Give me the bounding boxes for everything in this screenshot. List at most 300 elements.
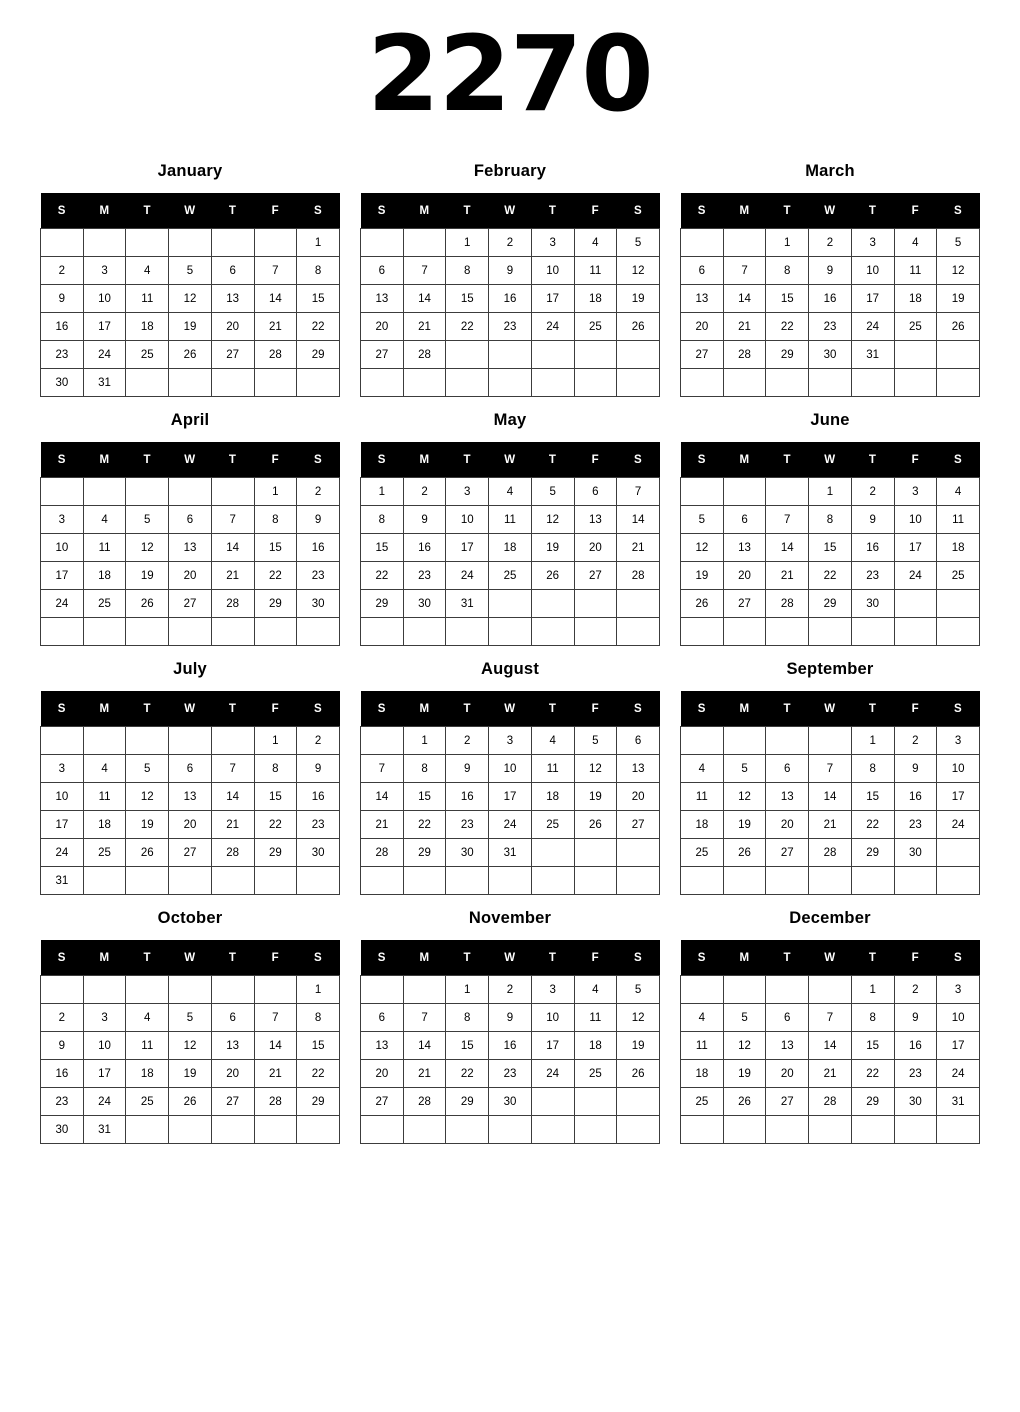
day-cell[interactable]: 31 [489, 839, 532, 867]
day-cell[interactable]: 31 [446, 590, 489, 618]
day-cell[interactable]: 7 [617, 478, 660, 506]
day-cell[interactable]: 13 [211, 1032, 254, 1060]
day-cell[interactable]: 16 [489, 285, 532, 313]
day-cell[interactable]: 26 [531, 562, 574, 590]
day-cell[interactable]: 25 [937, 562, 980, 590]
day-cell[interactable]: 24 [83, 341, 126, 369]
day-cell[interactable]: 22 [809, 562, 852, 590]
day-cell[interactable]: 24 [83, 1088, 126, 1116]
day-cell[interactable]: 29 [851, 1088, 894, 1116]
day-cell[interactable]: 27 [617, 811, 660, 839]
day-cell[interactable]: 13 [574, 506, 617, 534]
day-cell[interactable]: 22 [766, 313, 809, 341]
day-cell[interactable]: 10 [937, 1004, 980, 1032]
day-cell[interactable]: 7 [403, 1004, 446, 1032]
day-cell[interactable]: 9 [489, 1004, 532, 1032]
day-cell[interactable]: 12 [723, 1032, 766, 1060]
day-cell[interactable]: 13 [681, 285, 724, 313]
day-cell[interactable]: 8 [851, 1004, 894, 1032]
day-cell[interactable]: 9 [403, 506, 446, 534]
day-cell[interactable]: 28 [361, 839, 404, 867]
day-cell[interactable]: 2 [41, 1004, 84, 1032]
day-cell[interactable]: 25 [681, 1088, 724, 1116]
day-cell[interactable]: 5 [937, 229, 980, 257]
day-cell[interactable]: 26 [617, 1060, 660, 1088]
day-cell[interactable]: 10 [41, 783, 84, 811]
day-cell[interactable]: 28 [403, 1088, 446, 1116]
day-cell[interactable]: 1 [851, 976, 894, 1004]
day-cell[interactable]: 18 [83, 562, 126, 590]
day-cell[interactable]: 7 [809, 1004, 852, 1032]
day-cell[interactable]: 8 [254, 755, 297, 783]
day-cell[interactable]: 9 [297, 506, 340, 534]
day-cell[interactable]: 17 [41, 811, 84, 839]
day-cell[interactable]: 11 [531, 755, 574, 783]
day-cell[interactable]: 6 [169, 506, 212, 534]
day-cell[interactable]: 29 [361, 590, 404, 618]
day-cell[interactable]: 19 [169, 313, 212, 341]
day-cell[interactable]: 9 [489, 257, 532, 285]
day-cell[interactable]: 22 [446, 1060, 489, 1088]
day-cell[interactable]: 4 [937, 478, 980, 506]
day-cell[interactable]: 4 [531, 727, 574, 755]
day-cell[interactable]: 18 [126, 313, 169, 341]
day-cell[interactable]: 3 [83, 257, 126, 285]
day-cell[interactable]: 24 [937, 1060, 980, 1088]
day-cell[interactable]: 13 [361, 1032, 404, 1060]
day-cell[interactable]: 1 [297, 229, 340, 257]
day-cell[interactable]: 6 [681, 257, 724, 285]
day-cell[interactable]: 29 [297, 1088, 340, 1116]
day-cell[interactable]: 21 [723, 313, 766, 341]
day-cell[interactable]: 29 [766, 341, 809, 369]
day-cell[interactable]: 26 [723, 1088, 766, 1116]
day-cell[interactable]: 12 [617, 257, 660, 285]
day-cell[interactable]: 28 [809, 839, 852, 867]
day-cell[interactable]: 28 [211, 839, 254, 867]
day-cell[interactable]: 29 [403, 839, 446, 867]
day-cell[interactable]: 15 [297, 1032, 340, 1060]
day-cell[interactable]: 15 [361, 534, 404, 562]
day-cell[interactable]: 7 [211, 755, 254, 783]
day-cell[interactable]: 10 [894, 506, 937, 534]
day-cell[interactable]: 19 [937, 285, 980, 313]
day-cell[interactable]: 20 [169, 562, 212, 590]
day-cell[interactable]: 19 [617, 285, 660, 313]
day-cell[interactable]: 22 [297, 1060, 340, 1088]
day-cell[interactable]: 15 [851, 783, 894, 811]
day-cell[interactable]: 6 [169, 755, 212, 783]
day-cell[interactable]: 4 [126, 257, 169, 285]
day-cell[interactable]: 15 [766, 285, 809, 313]
day-cell[interactable]: 15 [446, 1032, 489, 1060]
day-cell[interactable]: 14 [809, 783, 852, 811]
day-cell[interactable]: 14 [617, 506, 660, 534]
day-cell[interactable]: 5 [126, 755, 169, 783]
day-cell[interactable]: 7 [211, 506, 254, 534]
day-cell[interactable]: 30 [851, 590, 894, 618]
day-cell[interactable]: 22 [297, 313, 340, 341]
day-cell[interactable]: 22 [851, 1060, 894, 1088]
day-cell[interactable]: 28 [617, 562, 660, 590]
day-cell[interactable]: 27 [169, 590, 212, 618]
day-cell[interactable]: 9 [41, 285, 84, 313]
day-cell[interactable]: 4 [574, 976, 617, 1004]
day-cell[interactable]: 14 [809, 1032, 852, 1060]
day-cell[interactable]: 26 [617, 313, 660, 341]
day-cell[interactable]: 13 [766, 1032, 809, 1060]
day-cell[interactable]: 7 [403, 257, 446, 285]
day-cell[interactable]: 17 [937, 783, 980, 811]
day-cell[interactable]: 28 [254, 1088, 297, 1116]
day-cell[interactable]: 27 [766, 1088, 809, 1116]
day-cell[interactable]: 26 [574, 811, 617, 839]
day-cell[interactable]: 16 [297, 534, 340, 562]
day-cell[interactable]: 3 [41, 755, 84, 783]
day-cell[interactable]: 31 [83, 369, 126, 397]
day-cell[interactable]: 27 [723, 590, 766, 618]
day-cell[interactable]: 26 [937, 313, 980, 341]
day-cell[interactable]: 28 [723, 341, 766, 369]
day-cell[interactable]: 4 [574, 229, 617, 257]
day-cell[interactable]: 25 [126, 341, 169, 369]
day-cell[interactable]: 16 [489, 1032, 532, 1060]
day-cell[interactable]: 21 [211, 811, 254, 839]
day-cell[interactable]: 8 [446, 257, 489, 285]
day-cell[interactable]: 21 [403, 313, 446, 341]
day-cell[interactable]: 25 [681, 839, 724, 867]
day-cell[interactable]: 2 [894, 727, 937, 755]
day-cell[interactable]: 17 [83, 1060, 126, 1088]
day-cell[interactable]: 14 [403, 1032, 446, 1060]
day-cell[interactable]: 12 [126, 783, 169, 811]
day-cell[interactable]: 13 [169, 534, 212, 562]
day-cell[interactable]: 11 [937, 506, 980, 534]
day-cell[interactable]: 14 [254, 285, 297, 313]
day-cell[interactable]: 6 [766, 1004, 809, 1032]
day-cell[interactable]: 15 [809, 534, 852, 562]
day-cell[interactable]: 9 [41, 1032, 84, 1060]
day-cell[interactable]: 17 [41, 562, 84, 590]
day-cell[interactable]: 15 [297, 285, 340, 313]
day-cell[interactable]: 27 [766, 839, 809, 867]
day-cell[interactable]: 22 [254, 811, 297, 839]
day-cell[interactable]: 27 [211, 341, 254, 369]
day-cell[interactable]: 1 [446, 976, 489, 1004]
day-cell[interactable]: 8 [446, 1004, 489, 1032]
day-cell[interactable]: 6 [361, 257, 404, 285]
day-cell[interactable]: 24 [937, 811, 980, 839]
day-cell[interactable]: 14 [766, 534, 809, 562]
day-cell[interactable]: 9 [446, 755, 489, 783]
day-cell[interactable]: 24 [446, 562, 489, 590]
day-cell[interactable]: 20 [169, 811, 212, 839]
day-cell[interactable]: 19 [723, 1060, 766, 1088]
day-cell[interactable]: 1 [851, 727, 894, 755]
day-cell[interactable]: 2 [894, 976, 937, 1004]
day-cell[interactable]: 20 [574, 534, 617, 562]
day-cell[interactable]: 1 [403, 727, 446, 755]
day-cell[interactable]: 30 [403, 590, 446, 618]
day-cell[interactable]: 7 [766, 506, 809, 534]
day-cell[interactable]: 30 [894, 839, 937, 867]
day-cell[interactable]: 10 [489, 755, 532, 783]
day-cell[interactable]: 13 [169, 783, 212, 811]
day-cell[interactable]: 27 [681, 341, 724, 369]
day-cell[interactable]: 17 [894, 534, 937, 562]
day-cell[interactable]: 10 [851, 257, 894, 285]
day-cell[interactable]: 21 [809, 1060, 852, 1088]
day-cell[interactable]: 28 [766, 590, 809, 618]
day-cell[interactable]: 4 [894, 229, 937, 257]
day-cell[interactable]: 18 [681, 1060, 724, 1088]
day-cell[interactable]: 24 [894, 562, 937, 590]
day-cell[interactable]: 28 [254, 341, 297, 369]
day-cell[interactable]: 25 [574, 1060, 617, 1088]
day-cell[interactable]: 16 [851, 534, 894, 562]
day-cell[interactable]: 14 [211, 534, 254, 562]
day-cell[interactable]: 26 [681, 590, 724, 618]
day-cell[interactable]: 20 [617, 783, 660, 811]
day-cell[interactable]: 13 [211, 285, 254, 313]
day-cell[interactable]: 24 [531, 313, 574, 341]
day-cell[interactable]: 30 [297, 590, 340, 618]
day-cell[interactable]: 8 [297, 1004, 340, 1032]
day-cell[interactable]: 10 [83, 285, 126, 313]
day-cell[interactable]: 3 [489, 727, 532, 755]
day-cell[interactable]: 17 [83, 313, 126, 341]
day-cell[interactable]: 15 [446, 285, 489, 313]
day-cell[interactable]: 20 [211, 1060, 254, 1088]
day-cell[interactable]: 5 [723, 1004, 766, 1032]
day-cell[interactable]: 7 [809, 755, 852, 783]
day-cell[interactable]: 18 [83, 811, 126, 839]
day-cell[interactable]: 30 [446, 839, 489, 867]
day-cell[interactable]: 24 [41, 839, 84, 867]
day-cell[interactable]: 19 [169, 1060, 212, 1088]
day-cell[interactable]: 21 [361, 811, 404, 839]
day-cell[interactable]: 3 [446, 478, 489, 506]
day-cell[interactable]: 20 [361, 313, 404, 341]
day-cell[interactable]: 20 [766, 1060, 809, 1088]
day-cell[interactable]: 27 [169, 839, 212, 867]
day-cell[interactable]: 17 [531, 1032, 574, 1060]
day-cell[interactable]: 29 [809, 590, 852, 618]
day-cell[interactable]: 25 [126, 1088, 169, 1116]
day-cell[interactable]: 16 [894, 1032, 937, 1060]
day-cell[interactable]: 18 [126, 1060, 169, 1088]
day-cell[interactable]: 19 [531, 534, 574, 562]
day-cell[interactable]: 19 [574, 783, 617, 811]
day-cell[interactable]: 5 [169, 1004, 212, 1032]
day-cell[interactable]: 20 [681, 313, 724, 341]
day-cell[interactable]: 5 [681, 506, 724, 534]
day-cell[interactable]: 11 [83, 783, 126, 811]
day-cell[interactable]: 5 [723, 755, 766, 783]
day-cell[interactable]: 8 [361, 506, 404, 534]
day-cell[interactable]: 21 [254, 313, 297, 341]
day-cell[interactable]: 7 [254, 257, 297, 285]
day-cell[interactable]: 23 [894, 1060, 937, 1088]
day-cell[interactable]: 4 [83, 506, 126, 534]
day-cell[interactable]: 19 [126, 562, 169, 590]
day-cell[interactable]: 14 [723, 285, 766, 313]
day-cell[interactable]: 30 [809, 341, 852, 369]
day-cell[interactable]: 22 [851, 811, 894, 839]
day-cell[interactable]: 19 [126, 811, 169, 839]
day-cell[interactable]: 1 [254, 478, 297, 506]
day-cell[interactable]: 21 [809, 811, 852, 839]
day-cell[interactable]: 6 [361, 1004, 404, 1032]
day-cell[interactable]: 2 [809, 229, 852, 257]
day-cell[interactable]: 5 [169, 257, 212, 285]
day-cell[interactable]: 5 [617, 976, 660, 1004]
day-cell[interactable]: 25 [489, 562, 532, 590]
day-cell[interactable]: 2 [489, 229, 532, 257]
day-cell[interactable]: 16 [41, 1060, 84, 1088]
day-cell[interactable]: 11 [574, 1004, 617, 1032]
day-cell[interactable]: 9 [851, 506, 894, 534]
day-cell[interactable]: 11 [489, 506, 532, 534]
day-cell[interactable]: 5 [126, 506, 169, 534]
day-cell[interactable]: 4 [681, 755, 724, 783]
day-cell[interactable]: 7 [361, 755, 404, 783]
day-cell[interactable]: 23 [403, 562, 446, 590]
day-cell[interactable]: 6 [723, 506, 766, 534]
day-cell[interactable]: 15 [254, 534, 297, 562]
day-cell[interactable]: 3 [894, 478, 937, 506]
day-cell[interactable]: 28 [403, 341, 446, 369]
day-cell[interactable]: 8 [254, 506, 297, 534]
day-cell[interactable]: 6 [211, 1004, 254, 1032]
day-cell[interactable]: 2 [41, 257, 84, 285]
day-cell[interactable]: 8 [766, 257, 809, 285]
day-cell[interactable]: 23 [894, 811, 937, 839]
day-cell[interactable]: 10 [937, 755, 980, 783]
day-cell[interactable]: 14 [403, 285, 446, 313]
day-cell[interactable]: 22 [254, 562, 297, 590]
day-cell[interactable]: 3 [937, 976, 980, 1004]
day-cell[interactable]: 11 [681, 783, 724, 811]
day-cell[interactable]: 9 [894, 755, 937, 783]
day-cell[interactable]: 3 [83, 1004, 126, 1032]
day-cell[interactable]: 20 [211, 313, 254, 341]
day-cell[interactable]: 1 [809, 478, 852, 506]
day-cell[interactable]: 12 [169, 1032, 212, 1060]
day-cell[interactable]: 2 [446, 727, 489, 755]
day-cell[interactable]: 16 [809, 285, 852, 313]
day-cell[interactable]: 31 [851, 341, 894, 369]
day-cell[interactable]: 19 [681, 562, 724, 590]
day-cell[interactable]: 31 [41, 867, 84, 895]
day-cell[interactable]: 15 [403, 783, 446, 811]
day-cell[interactable]: 11 [83, 534, 126, 562]
day-cell[interactable]: 21 [254, 1060, 297, 1088]
day-cell[interactable]: 18 [574, 1032, 617, 1060]
day-cell[interactable]: 30 [489, 1088, 532, 1116]
day-cell[interactable]: 12 [126, 534, 169, 562]
day-cell[interactable]: 3 [41, 506, 84, 534]
day-cell[interactable]: 29 [254, 839, 297, 867]
day-cell[interactable]: 29 [297, 341, 340, 369]
day-cell[interactable]: 1 [361, 478, 404, 506]
day-cell[interactable]: 8 [851, 755, 894, 783]
day-cell[interactable]: 4 [126, 1004, 169, 1032]
day-cell[interactable]: 3 [531, 229, 574, 257]
day-cell[interactable]: 16 [446, 783, 489, 811]
day-cell[interactable]: 29 [851, 839, 894, 867]
day-cell[interactable]: 2 [489, 976, 532, 1004]
day-cell[interactable]: 30 [41, 369, 84, 397]
day-cell[interactable]: 13 [766, 783, 809, 811]
day-cell[interactable]: 10 [531, 1004, 574, 1032]
day-cell[interactable]: 12 [617, 1004, 660, 1032]
day-cell[interactable]: 11 [894, 257, 937, 285]
day-cell[interactable]: 19 [723, 811, 766, 839]
day-cell[interactable]: 15 [254, 783, 297, 811]
day-cell[interactable]: 18 [681, 811, 724, 839]
day-cell[interactable]: 26 [126, 590, 169, 618]
day-cell[interactable]: 17 [937, 1032, 980, 1060]
day-cell[interactable]: 18 [894, 285, 937, 313]
day-cell[interactable]: 23 [41, 1088, 84, 1116]
day-cell[interactable]: 3 [851, 229, 894, 257]
day-cell[interactable]: 30 [41, 1116, 84, 1144]
day-cell[interactable]: 1 [766, 229, 809, 257]
day-cell[interactable]: 17 [446, 534, 489, 562]
day-cell[interactable]: 9 [297, 755, 340, 783]
day-cell[interactable]: 27 [361, 1088, 404, 1116]
day-cell[interactable]: 23 [41, 341, 84, 369]
day-cell[interactable]: 31 [937, 1088, 980, 1116]
day-cell[interactable]: 22 [403, 811, 446, 839]
day-cell[interactable]: 23 [297, 811, 340, 839]
day-cell[interactable]: 18 [531, 783, 574, 811]
day-cell[interactable]: 22 [446, 313, 489, 341]
day-cell[interactable]: 31 [83, 1116, 126, 1144]
day-cell[interactable]: 18 [574, 285, 617, 313]
day-cell[interactable]: 1 [254, 727, 297, 755]
day-cell[interactable]: 23 [297, 562, 340, 590]
day-cell[interactable]: 13 [723, 534, 766, 562]
day-cell[interactable]: 16 [894, 783, 937, 811]
day-cell[interactable]: 24 [851, 313, 894, 341]
day-cell[interactable]: 5 [617, 229, 660, 257]
day-cell[interactable]: 26 [723, 839, 766, 867]
day-cell[interactable]: 10 [41, 534, 84, 562]
day-cell[interactable]: 8 [403, 755, 446, 783]
day-cell[interactable]: 24 [489, 811, 532, 839]
day-cell[interactable]: 22 [361, 562, 404, 590]
day-cell[interactable]: 14 [254, 1032, 297, 1060]
day-cell[interactable]: 19 [617, 1032, 660, 1060]
day-cell[interactable]: 27 [574, 562, 617, 590]
day-cell[interactable]: 18 [489, 534, 532, 562]
day-cell[interactable]: 12 [574, 755, 617, 783]
day-cell[interactable]: 1 [297, 976, 340, 1004]
day-cell[interactable]: 29 [446, 1088, 489, 1116]
day-cell[interactable]: 1 [446, 229, 489, 257]
day-cell[interactable]: 21 [211, 562, 254, 590]
day-cell[interactable]: 13 [361, 285, 404, 313]
day-cell[interactable]: 12 [937, 257, 980, 285]
day-cell[interactable]: 28 [211, 590, 254, 618]
day-cell[interactable]: 6 [574, 478, 617, 506]
day-cell[interactable]: 2 [851, 478, 894, 506]
day-cell[interactable]: 12 [169, 285, 212, 313]
day-cell[interactable]: 10 [83, 1032, 126, 1060]
day-cell[interactable]: 7 [254, 1004, 297, 1032]
